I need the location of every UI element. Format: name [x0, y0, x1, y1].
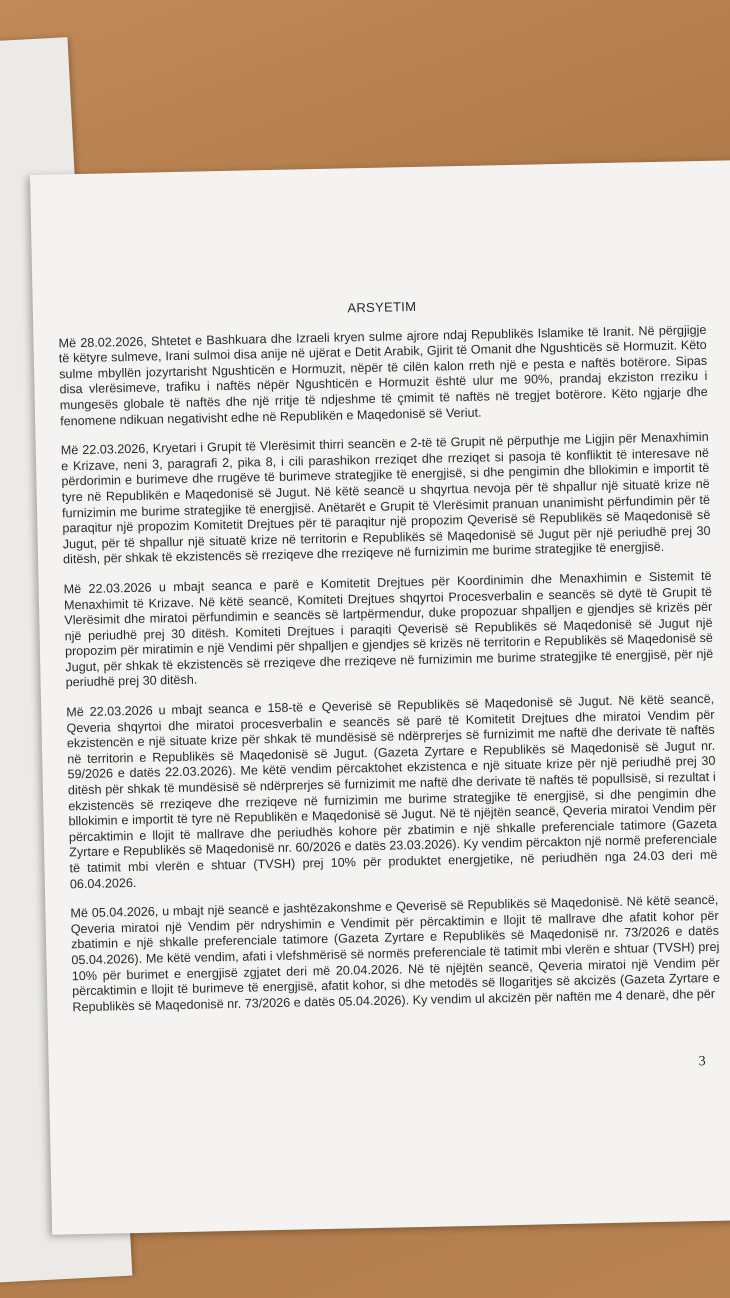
document-title: ARSYETIM — [347, 298, 417, 316]
page-number: 3 — [698, 1054, 706, 1070]
document-page — [30, 160, 730, 1235]
paragraph-2: Më 22.03.2026, Kryetari i Grupit të Vlerësimit thirri seancën e 2-të të Grupit në përputhje me Ligjin për Menaxhimin e Krizave, neni 3, paragrafi 2, pika 8, i cili parashikon rreziqet dhe rreziqet si pasoja të konfliktit të interesave në përdorimin e burimeve dhe rrugëve të burimeve strategjike të energjisë, si dhe pengimin dhe bllokimin e importit të tyre në Republikën e Maqedonisë së Jugut. Në këtë seancë u shqyrtua nevoja për të shpallur një situatë krize në furnizimin me burime strategjike të energjisë. Anëtarët e Grupit të Vlerësimit pranuan unanimisht përfundimin për të paraqitur një propozim Komitetit Drejtues për të paraqitur një propozim Qeverisë së Republikës së Maqedonisë së Jugut, për të shpallur një situatë krize në territorin e Republikës së Maqedonisë së Jugut për një periudhë prej 30 ditësh, për shkak të ekzistencës së rreziqeve dhe rreziqeve në furnizimin me burime strategjike të energjisë. — [60, 430, 711, 567]
document-body — [58, 293, 721, 1030]
paragraph-1: Më 28.02.2026, Shtetet e Bashkuara dhe Izraeli kryen sulme ajrore ndaj Republikës Islamike të Iranit. Në përgjigje të këtyre sulmeve, Irani sulmoi disa anije në ujërat e Detit Arabik, Gjirit të Omanit dhe Ngushticës së Hormuzit. Këto sulme mbyllën jozyrtarisht Ngushticën e Hormuzit, nëpër të cilën kalon rreth një e pesta e naftës botërore. Sipas disa vlerësimeve, trafiku i naftës nëpër Ngushticën e Hormuzit është ulur me 90%, prandaj ekziston rreziku i mungesës globale të naftës dhe një rritje të ndjeshme të çmimit të naftës në tregjet botërore. Këto ngjarje dhe fenomene ndikuan negativisht edhe në Republikën e Maqedonisë së Veriut. — [58, 322, 708, 428]
paragraph-3: Më 22.03.2026 u mbajt seanca e parë e Komitetit Drejtues për Koordinimin dhe Menaxhimin e Sistemit të Menaxhimit të Krizave. Në këtë seancë, Komiteti Drejtues shqyrtoi Procesverbalin e seancës së dytë të Grupit të Vlerësimit dhe miratoi përfundimin e seancës së lartpërmendur, duke propozuar shpalljen e gjendjes së krizës për një periudhë prej 30 ditësh. Komiteti Drejtues i paraqiti Qeverisë së Republikës së Maqedonisë së Jugut një propozim për miratimin e një Vendimi për shpalljen e gjendjes së krizës në territorin e Republikës së Maqedonisë së Jugut, për shkak të ekzistencës së rreziqeve dhe rreziqeve në furnizimin me burime strategjike të energjisë, për një periudhë prej 30 ditësh. — [63, 568, 714, 690]
paragraph-4: Më 22.03.2026 u mbajt seanca e 158-të e Qeverisë së Republikës së Maqedonisë së Jugut. Në këtë seancë, Qeveria shqyrtoi dhe miratoi procesverbalin e seancës së parë të Komitetit Drejtues dhe miratoi Vendim për ekzistencën e një situate krize për shkak të mundësisë së ndërprerjes së furnizimit me naftë dhe derivate të naftës në territorin e Republikës së Maqedonisë së Jugut. (Gazeta Zyrtare e Republikës së Maqedonisë së Jugut nr. 59/2026 e datës 22.03.2026). Me këtë vendim përcaktohet ekzistenca e një situate krize për një periudhë prej 30 ditësh për shkak të mundësisë së ndërprerjes së furnizimit me naftë dhe derivate të naftës të popullsisë, si rezultat i ekzistencës së rreziqeve dhe rreziqeve në furnizimin me burime strategjike të energjisë, si dhe pengimin dhe bllokimin e importit të tyre në Republikën e Maqedonisë së Jugut. Në të njëjtën seancë, Qeveria miratoi Vendim për përcaktimin e llojit të mallrave dhe periudhës kohore për zbatimin e një shkalle preferenciale tatimore (Gazeta Zyrtare e Republikës së Maqedonisë nr. 60/2026 e datës 23.03.2026). Ky vendim përcakton një normë preferenciale të tatimit mbi vlerën e shtuar (TVSH) prej 10% për produktet energjetike, në periudhën nga 24.03 deri më 06.04.2026. — [66, 691, 718, 891]
paragraph-5: Më 05.04.2026, u mbajt një seancë e jashtëzakonshme e Qeverisë së Republikës së Maqedonisë. Në këtë seancë, Qeveria miratoi një Vendim për ndryshimin e Vendimit për përcaktimin e llojit të mallrave dhe afatit kohor për zbatimin e një shkalle preferenciale tatimore (Gazeta Zyrtare e Republikës së Maqedonisë nr. 73/2026 e datës 05.04.2026). Me këtë vendim, afati i vlefshmërisë së normës preferenciale të tatimit mbi vlerën e shtuar (TVSH) prej 10% për burimet e energjisë zgjatet deri më 20.04.2026. Në të njëjtën seancë, Qeveria miratoi një Vendim për përcaktimin e llojit të burimeve të energjisë, afatit kohor, si dhe metodës së llogaritjes së akcizës (Gazeta Zyrtare e Republikës së Maqedonisë nr. 73/2026 e datës 05.04.2026). Ky vendim ul akcizën për naftën me 4 denarë, dhe për — [70, 892, 721, 1015]
